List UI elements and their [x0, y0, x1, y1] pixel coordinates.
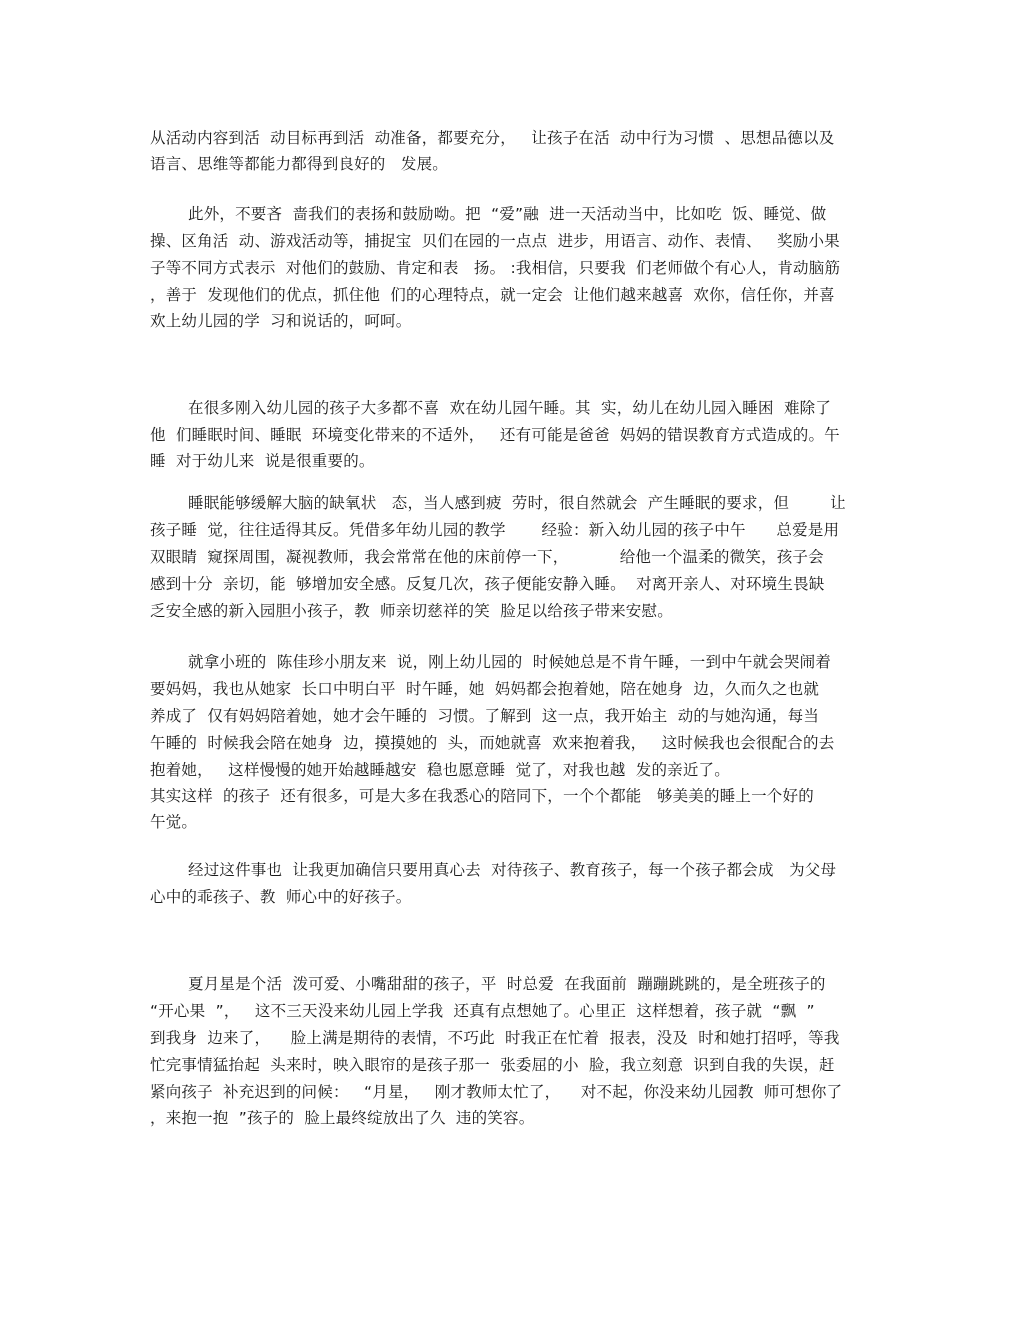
paragraph-5-line-2: 要妈妈，我也从她家 长口中明白平 时午睡，她 妈妈都会抱着她，陪在她身 边，久而久之也就 — [150, 680, 820, 698]
paragraph-5-line-4: 午睡的 时候我会陪在她身 边，摸摸她的 头，而她就喜 欢来抱着我， 这时候我也会很配合的去 — [150, 734, 835, 752]
paragraph-7-line-2: 心中的乖孩子、教 师心中的好孩子。 — [150, 888, 412, 906]
paragraph-7-line-1: 经过这件事也 让我更加确信只要用真心去 对待孩子、教育孩子，每一个孩子都会成 为父母 — [188, 861, 837, 879]
paragraph-5-line-3: 养成了 仅有妈妈陪着她，她才会午睡的 习惯。了解到 这一点，我开始主 动的与她沟通，每当 — [150, 707, 820, 725]
paragraph-5-line-5: 抱着她， 这样慢慢的她开始越睡越安 稳也愿意睡 觉了，对我也越 发的亲近了。 — [150, 761, 730, 779]
paragraph-8-line-6: ，来抱一抱 ”孩子的 脸上最终绽放出了久 违的笑容。 — [150, 1109, 535, 1127]
paragraph-8-line-3: 到我身 边来了， 脸上满是期待的表情，不巧此 时我正在忙着 报表，没及 时和她打招呼，等我 — [150, 1029, 840, 1047]
paragraph-2-line-3: 子等不同方式表示 对他们的鼓励、肯定和表 扬。 :我相信，只要我 们老师做个有心人，肯动脑筋 — [150, 259, 841, 277]
paragraph-1-line-2: 语言、思维等都能力都得到良好的 发展。 — [150, 155, 448, 173]
paragraph-6-line-2: 午觉。 — [150, 813, 198, 831]
paragraph-3-line-2: 他 们睡眠时间、睡眠 环境变化带来的不适外， 还有可能是爸爸 妈妈的错误教育方式造成的。午 — [150, 426, 840, 444]
paragraph-6-line-1: 其实这样 的孩子 还有很多，可是大多在我悉心的陪同下，一个个都能 够美美的睡上一个好的 — [150, 787, 814, 805]
paragraph-8-line-5: 紧向孩子 补充迟到的问候： “月星， 刚才教师太忙了， 对不起，你没来幼儿园教 师可想你了 — [150, 1083, 843, 1101]
paragraph-2-line-5: 欢上幼儿园的学 习和说话的，呵呵。 — [150, 312, 412, 330]
paragraph-3-line-3: 睡 对于幼儿来 说是很重要的。 — [150, 452, 375, 470]
paragraph-4-line-5: 乏安全感的新入园胆小孩子，教 师亲切慈祥的笑 脸足以给孩子带来安慰。 — [150, 602, 673, 620]
paragraph-8-line-4: 忙完事情猛抬起 头来时，映入眼帘的是孩子那一 张委屈的小 脸，我立刻意 识到自我的失误，赶 — [150, 1056, 835, 1074]
paragraph-4-line-2: 孩子睡 觉，往往适得其反。凭借多年幼儿园的教学 经验：新入幼儿园的孩子中午 总爱是用 — [150, 521, 840, 539]
paragraph-4-line-1: 睡眠能够缓解大脑的缺氧状 态，当人感到疲 劳时，很自然就会 产生睡眠的要求，但 让 — [188, 494, 846, 512]
paragraph-1-line-1: 从活动内容到活 动目标再到活 动准备，都要充分， 让孩子在活 动中行为习惯 、思想品德以及 — [150, 129, 835, 147]
paragraph-2-line-4: ，善于 发现他们的优点，抓住他 们的心理特点，就一定会 让他们越来越喜 欢你，信任你，并喜 — [150, 286, 835, 304]
paragraph-3-line-1: 在很多刚入幼儿园的孩子大多都不喜 欢在幼儿园午睡。其 实，幼儿在幼儿园入睡困 难除了 — [188, 399, 832, 417]
paragraph-8-line-2: “开心果 ”， 这不三天没来幼儿园上学我 还真有点想她了。心里正 这样想着，孩子就 “飘 ” — [150, 1002, 815, 1020]
paragraph-2-line-2: 操、区角活 动、游戏活动等，捕捉宝 贝们在园的一点点 进步，用语言、动作、表情、 奖励小果 — [150, 232, 840, 250]
paragraph-2-line-1: 此外，不要吝 啬我们的表扬和鼓励呦。把 “爱”融 进一天活动当中，比如吃 饭、睡觉、做 — [188, 205, 827, 223]
paragraph-5-line-1: 就拿小班的 陈佳珍小朋友来 说，刚上幼儿园的 时候她总是不肯午睡，一到中午就会哭闹着 — [188, 653, 832, 671]
paragraph-4-line-3: 双眼睛 窥探周围，凝视教师，我会常常在他的床前停一下， 给他一个温柔的微笑，孩子会 — [150, 548, 824, 566]
paragraph-8-line-1: 夏月星是个活 泼可爱、小嘴甜甜的孩子，平 时总爱 在我面前 蹦蹦跳跳的，是全班孩子的 — [188, 975, 826, 993]
paragraph-4-line-4: 感到十分 亲切，能 够增加安全感。反复几次，孩子便能安静入睡。 对离开亲人、对环境生畏缺 — [150, 575, 825, 593]
